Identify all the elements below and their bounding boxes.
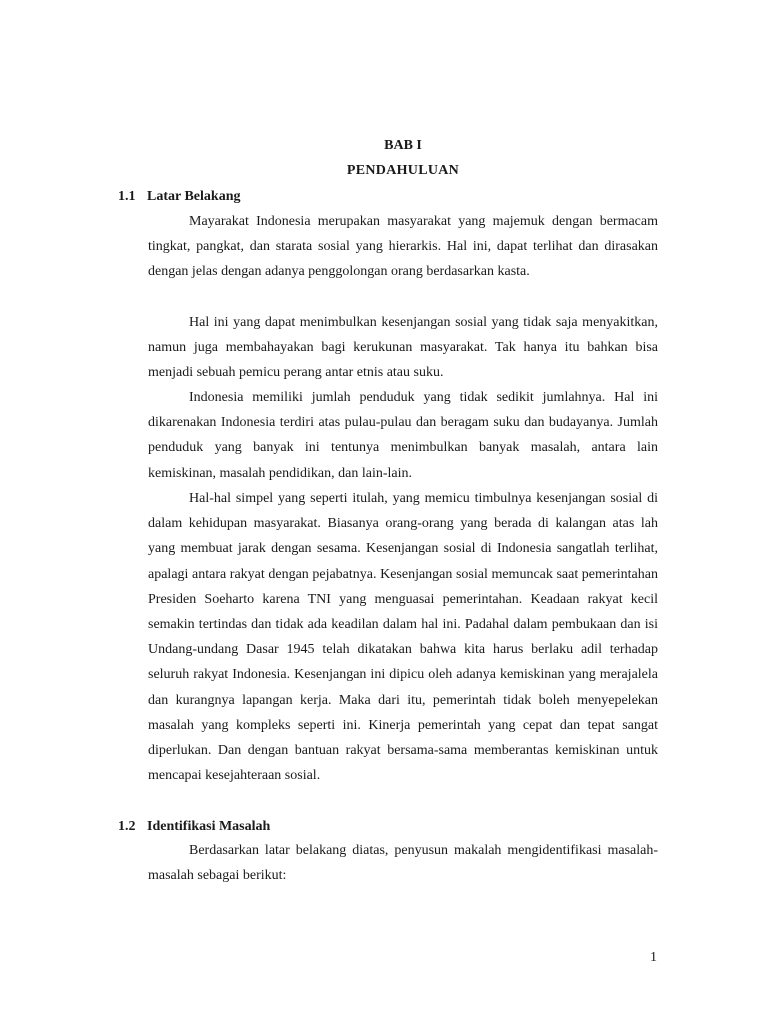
page-number: 1 [650,950,657,965]
chapter-title: PENDAHULUAN [346,163,460,178]
chapter-number: BAB I [384,138,422,153]
paragraph: Berdasarkan latar belakang diatas, penyusun makalah mengidentifikasi masalah-masalah sebagai berikut: [148,843,658,884]
section-heading-latar-belakang [118,188,240,206]
section-title: Identifikasi Masalah [147,819,271,834]
paragraph: Hal-hal simpel yang seperti itulah, yang memicu timbulnya kesenjangan sosial di dalam kehidupan masyarakat. Biasanya orang-orang yang berada di kalangan atas lah yang membuat jarak dengan sesama. Kesenjangan sosial di Indonesia sangatlah terlihat, apalagi antara rakyat dengan pejabatnya. Kesenjangan sosial memuncak saat pemerintahan Presiden Soeharto karena TNI yang menguasai pemerintahan. Keadaan rakyat kecil semakin tertindas dan tidak ada keadilan dalam hal ini. Padahal dalam pembukaan dan isi Undang-undang Dasar 1945 telah dikatakan bahwa kita harus berlaku adil terhadap seluruh rakyat Indonesia. Kesenjangan ini dipicu oleh adanya kemiskinan yang merajalela dan kurangnya lapangan kerja. Maka dari itu, pemerintah tidak boleh menyepelekan masalah yang kompleks seperti ini. Kinerja pemerintah yang cepat dan tepat sangat diperlukan. Dan dengan bantuan rakyat bersama-sama memberantas kemiskinan untuk mencapai kesejahteraan sosial. [148,491,658,784]
section-heading-identifikasi-masalah [118,818,270,836]
paragraph: Mayarakat Indonesia merupakan masyarakat yang majemuk dengan bermacam tingkat, pangkat, dan starata sosial yang hierarkis. Hal ini, dapat terlihat dan dirasakan dengan jelas dengan adanya penggolongan orang berdasarkan kasta. [148,214,658,280]
paragraph: Hal ini yang dapat menimbulkan kesenjangan sosial yang tidak saja menyakitkan, namun juga membahayakan bagi kerukunan masyarakat. Tak hanya itu bahkan bisa menjadi sebuah pemicu perang antar etnis atau suku. [148,315,658,381]
paragraph: Indonesia memiliki jumlah penduduk yang tidak sedikit jumlahnya. Hal ini dikarenakan Indonesia terdiri atas pulau-pulau dan beragam suku dan budayanya. Jumlah penduduk yang banyak ini tentunya menimbulkan banyak masalah, antara lain kemiskinan, masalah pendidikan, dan lain-lain. [148,390,658,481]
section-number: 1.1 [118,189,136,204]
section-title: Latar Belakang [147,189,241,204]
section-number: 1.2 [118,819,136,834]
